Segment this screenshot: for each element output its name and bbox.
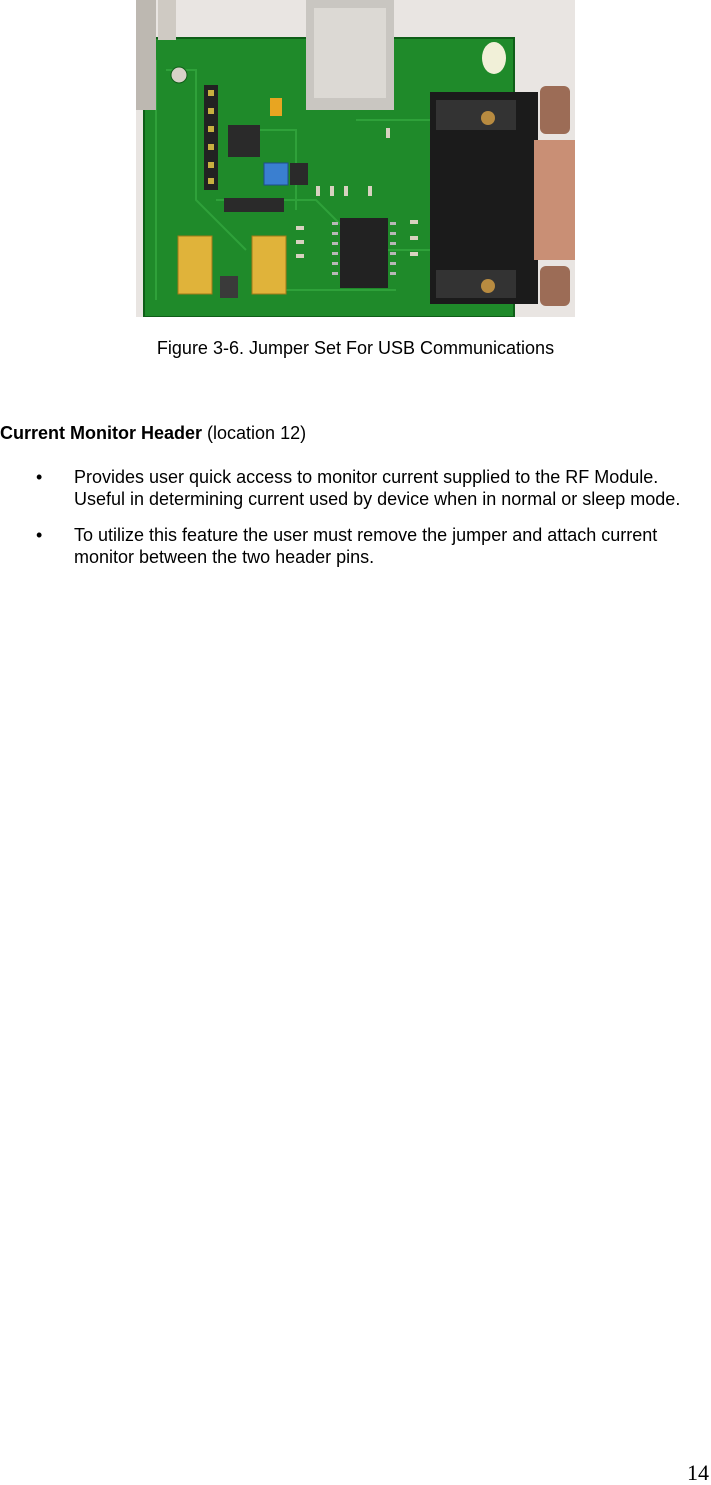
bullet-text: To utilize this feature the user must remove the jumper and attach current monitor between the two header pins. (74, 525, 658, 567)
list-item (0, 524, 700, 568)
section-heading (0, 422, 306, 444)
bullet-list (0, 466, 700, 582)
section-heading-suffix: (location 12) (202, 423, 307, 443)
section-heading-bold: Current Monitor Header (0, 423, 203, 443)
bullet-icon: • (36, 467, 43, 487)
list-item (0, 466, 700, 510)
bullet-icon: • (36, 525, 43, 545)
figure-caption: Figure 3-6. Jumper Set For USB Communications (156, 338, 555, 358)
page-number: 14 (687, 1460, 709, 1485)
pcb-photo (136, 0, 575, 317)
bullet-text: Provides user quick access to monitor current supplied to the RF Module. Useful in determining current used by device when in normal or sleep mode. (74, 467, 681, 509)
